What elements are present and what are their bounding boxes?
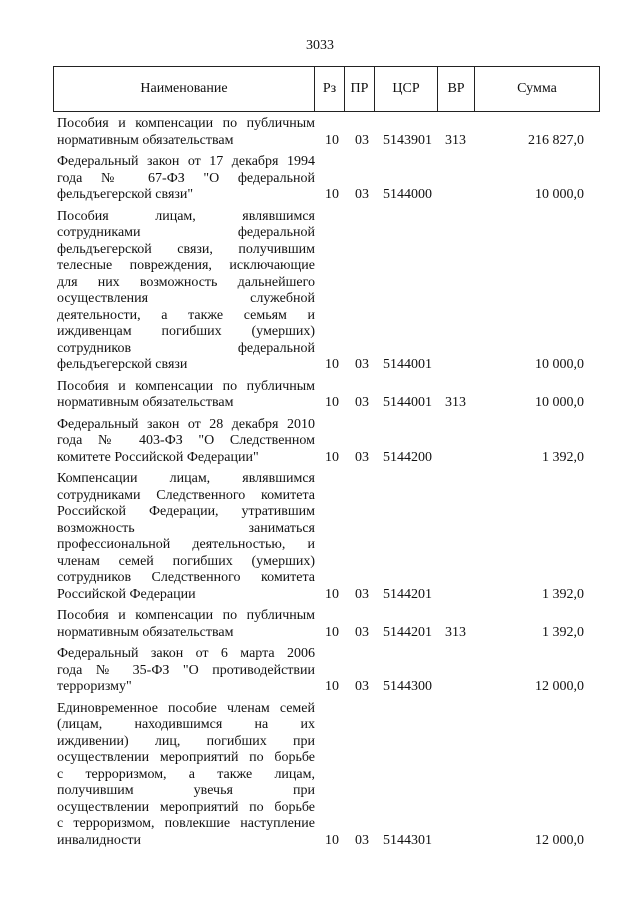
row-pr: 03 bbox=[355, 624, 369, 640]
row-name-line: осуществлении мероприятий по борьбе bbox=[57, 750, 315, 765]
row-name-line: года № 403-ФЗ "О Следственном bbox=[57, 433, 315, 448]
row-name bbox=[57, 209, 315, 374]
row-name-line: с терроризмом, а также лицам, bbox=[57, 766, 315, 782]
row-pr: 03 bbox=[355, 395, 369, 410]
row-name-line: Российской Федерации bbox=[57, 586, 196, 602]
row-name bbox=[57, 608, 315, 641]
row-csr: 5144201 bbox=[383, 624, 432, 640]
row-name-line: Пособия и компенсации по публичным bbox=[57, 378, 315, 394]
row-name-line: Компенсации лицам, являвшимся bbox=[57, 471, 315, 486]
row-name-line: получившим увечья при bbox=[57, 783, 315, 798]
row-name-line: года № 35-ФЗ "О противодействии bbox=[57, 662, 315, 678]
table-row bbox=[57, 417, 597, 467]
row-name-line: Пособия и компенсации по публичным bbox=[57, 608, 315, 623]
table-row bbox=[57, 209, 597, 374]
row-name-line: иждивении) лиц, погибших при bbox=[57, 733, 315, 749]
row-name-line: осуществления служебной bbox=[57, 291, 315, 306]
row-rz: 10 bbox=[325, 132, 339, 148]
table-row bbox=[57, 608, 597, 641]
row-name bbox=[57, 701, 315, 850]
row-sum: 10 000,0 bbox=[535, 357, 584, 372]
table-row bbox=[57, 701, 597, 850]
row-rz: 10 bbox=[325, 832, 339, 848]
table-row bbox=[57, 471, 597, 603]
header-sum: Сумма bbox=[474, 67, 600, 111]
row-pr: 03 bbox=[355, 832, 369, 848]
row-csr: 5144301 bbox=[383, 832, 432, 848]
row-name-line: деятельности, а также семьям и bbox=[57, 307, 315, 323]
row-name-line: (лицам, находившимся на их bbox=[57, 717, 315, 732]
row-rz: 10 bbox=[325, 624, 339, 640]
row-name-line: сотрудниками Следственного комитета bbox=[57, 487, 315, 503]
row-csr: 5144300 bbox=[383, 679, 432, 694]
row-name-line: Федеральный закон от 17 декабря 1994 bbox=[57, 154, 315, 169]
header-name: Наименование bbox=[53, 67, 314, 111]
row-name-line: сотрудников федеральной bbox=[57, 340, 315, 356]
row-rz: 10 bbox=[325, 187, 339, 202]
row-pr: 03 bbox=[355, 586, 369, 602]
row-name bbox=[57, 417, 315, 467]
row-pr: 03 bbox=[355, 449, 369, 465]
row-name-line: комитете Российской Федерации" bbox=[57, 449, 259, 465]
table-row bbox=[57, 154, 597, 204]
row-rz: 10 bbox=[325, 586, 339, 602]
header-csr: ЦСР bbox=[374, 67, 437, 111]
row-csr: 5144201 bbox=[383, 586, 432, 602]
row-name-line: членам семей погибших (умерших) bbox=[57, 553, 315, 569]
row-rz: 10 bbox=[325, 357, 339, 372]
row-name bbox=[57, 379, 315, 412]
row-rz: 10 bbox=[325, 449, 339, 465]
row-name-line: Федеральный закон от 28 декабря 2010 bbox=[57, 416, 315, 432]
row-pr: 03 bbox=[355, 132, 369, 148]
row-name-line: сотрудниками федеральной bbox=[57, 225, 315, 240]
row-name bbox=[57, 471, 315, 603]
row-vr: 313 bbox=[445, 624, 466, 640]
row-name-line: Пособия и компенсации по публичным bbox=[57, 116, 315, 131]
row-sum: 1 392,0 bbox=[542, 624, 584, 640]
row-csr: 5144200 bbox=[383, 449, 432, 465]
row-name-line: иждивенцам погибших (умерших) bbox=[57, 324, 315, 339]
row-sum: 10 000,0 bbox=[535, 187, 584, 202]
row-name-line: профессиональной деятельностью, и bbox=[57, 537, 315, 552]
row-name-line: осуществлении мероприятий по борьбе bbox=[57, 799, 315, 815]
row-vr: 313 bbox=[445, 132, 466, 148]
row-name bbox=[57, 154, 315, 204]
row-name-line: терроризму" bbox=[57, 679, 132, 694]
row-name-line: Пособия лицам, являвшимся bbox=[57, 208, 315, 224]
row-name-line: Единовременное пособие членам семей bbox=[57, 700, 315, 716]
row-pr: 03 bbox=[355, 357, 369, 372]
row-name-line: нормативным обязательствам bbox=[57, 132, 234, 148]
header-vr: ВР bbox=[437, 67, 474, 111]
row-name-line: года № 67-ФЗ "О федеральной bbox=[57, 170, 315, 186]
table-header bbox=[53, 66, 600, 112]
row-csr: 5144001 bbox=[383, 357, 432, 372]
row-name-line: Федеральный закон от 6 марта 2006 bbox=[57, 646, 315, 661]
row-name-line: нормативным обязательствам bbox=[57, 624, 234, 640]
row-sum: 12 000,0 bbox=[535, 832, 584, 848]
page-number: 3033 bbox=[306, 38, 334, 53]
row-vr: 313 bbox=[445, 395, 466, 410]
row-name-line: Российской Федерации, утратившим bbox=[57, 504, 315, 519]
row-sum: 216 827,0 bbox=[528, 132, 584, 148]
row-name-line: телесные повреждения, исключающие bbox=[57, 258, 315, 273]
row-name-line: фельдъегерской связи, получившим bbox=[57, 241, 315, 257]
header-pr: ПР bbox=[344, 67, 374, 111]
table-row bbox=[57, 116, 597, 149]
row-pr: 03 bbox=[355, 679, 369, 694]
row-sum: 1 392,0 bbox=[542, 586, 584, 602]
row-name-line: нормативным обязательствам bbox=[57, 395, 234, 410]
row-csr: 5143901 bbox=[383, 132, 432, 148]
row-name-line: возможность заниматься bbox=[57, 520, 315, 536]
row-rz: 10 bbox=[325, 679, 339, 694]
row-csr: 5144001 bbox=[383, 395, 432, 410]
row-name-line: с терроризмом, повлекшие наступление bbox=[57, 816, 315, 831]
row-sum: 10 000,0 bbox=[535, 395, 584, 410]
row-sum: 12 000,0 bbox=[535, 679, 584, 694]
table-row bbox=[57, 379, 597, 412]
row-name-line: сотрудников Следственного комитета bbox=[57, 570, 315, 585]
row-sum: 1 392,0 bbox=[542, 449, 584, 465]
table-body bbox=[57, 116, 597, 854]
row-csr: 5144000 bbox=[383, 187, 432, 202]
row-pr: 03 bbox=[355, 187, 369, 202]
row-name-line: для них возможность дальнейшего bbox=[57, 274, 315, 290]
row-name-line: инвалидности bbox=[57, 832, 142, 848]
header-rz: Рз bbox=[314, 67, 344, 111]
row-rz: 10 bbox=[325, 395, 339, 410]
row-name bbox=[57, 116, 315, 149]
row-name bbox=[57, 646, 315, 696]
row-name-line: фельдъегерской связи bbox=[57, 357, 188, 372]
table-row bbox=[57, 646, 597, 696]
row-name-line: фельдъегерской связи" bbox=[57, 187, 194, 202]
